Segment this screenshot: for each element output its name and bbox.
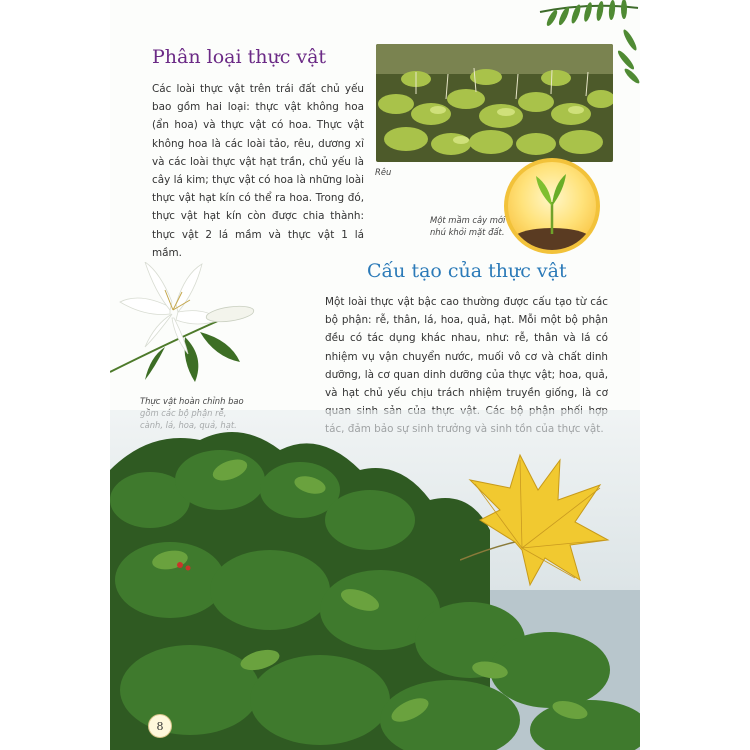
section-title-structure: Cấu tạo của thực vật (367, 260, 567, 282)
caption-flower: Thực vật hoàn chỉnh bao (140, 396, 244, 406)
section-paragraph-structure: Một loài thực vật bậc cao thường được cấu tạo từ các bộ phận: rễ, thân, lá, hoa, quả, hạt. Mỗi một bộ phận đều có tác dụng khác nhau, như: rễ, thân và lá có nhiệm vụ vận chuyển nước, muối vô cơ và chất dinh dưỡng, là cơ quan dinh dưỡng của thực vật; hoa, quả, và hạt chủ yếu chịu trách nhiệm truyền giống, là cơ (325, 296, 608, 400)
section-title-classification: Phân loại thực vật (152, 46, 327, 68)
caption-moss: Rêu (375, 167, 392, 177)
yellow-leaf-illustration (460, 450, 610, 590)
moss-photo (376, 44, 613, 162)
caption-sprout: Một mầm cây mới nhú khỏi mặt đất. (430, 215, 506, 237)
sprout-photo (504, 158, 600, 254)
section-paragraph-classification: Các loài thực vật trên trái đất chủ yếu bao gồm hai loại: thực vật không hoa (ẩn hoa) và thực vật có hoa. Thực vật không hoa là các loài tảo, rêu, dương xỉ và các loài thực vật hạt trần, chủ yếu là cây lá kim; thực vật có hoa là những loài thực vật hạt kín có thể ra hoa. Trong đó, thực vật hạt kín còn được chia thành: thực vật 2 lá mầm và thực vật 1 lá mầm. (152, 83, 364, 259)
page-number: 8 (148, 714, 172, 738)
lily-flower-illustration (110, 262, 265, 392)
